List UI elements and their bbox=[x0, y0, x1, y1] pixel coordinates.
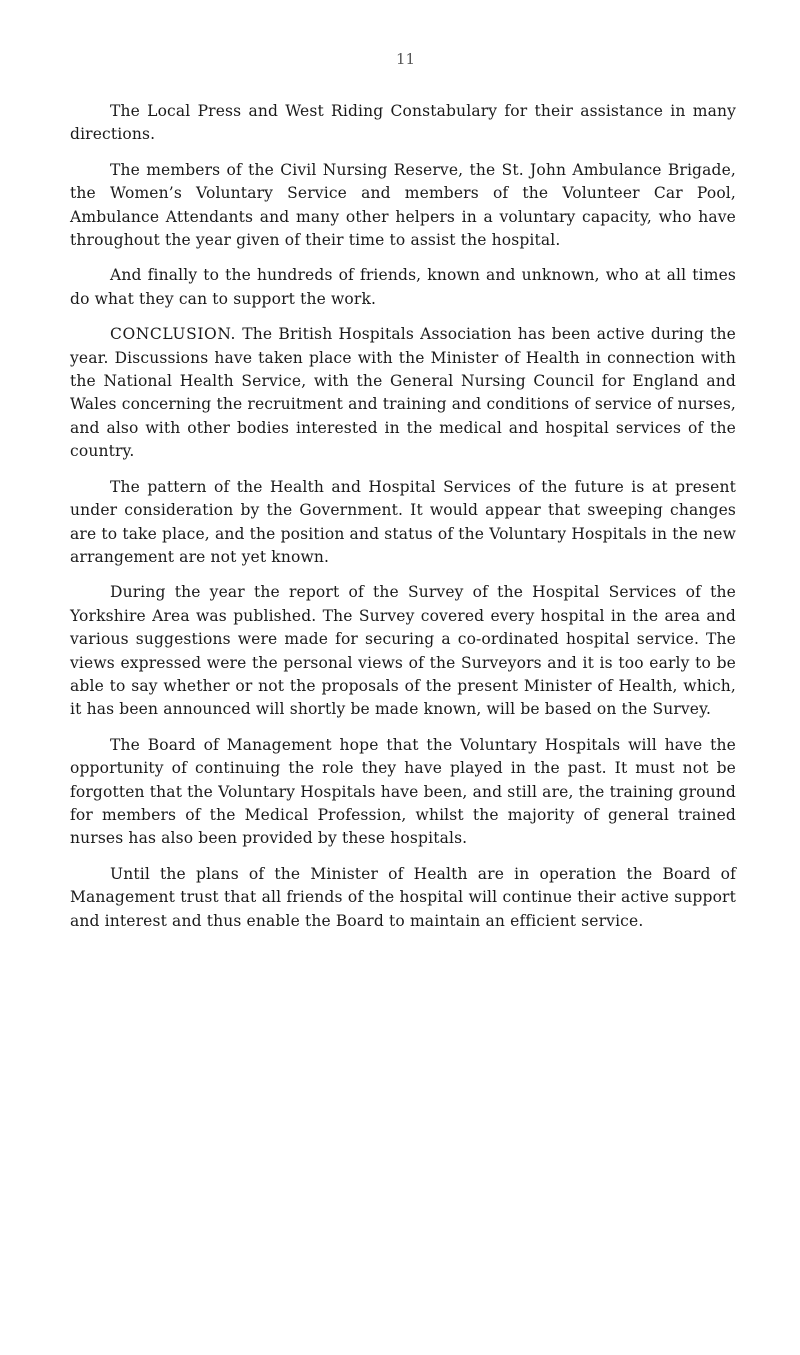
paragraph-board-hope bbox=[70, 734, 736, 851]
paragraph-acknowledgement-helpers bbox=[70, 159, 736, 253]
paragraph-conclusion bbox=[70, 323, 736, 463]
paragraph-acknowledgement-friends bbox=[70, 264, 736, 311]
paragraph-text: The members of the Civil Nursing Reserve, the St. John Ambulance Brigade, the Women’s Voluntary Service and members of the Volunteer Car Pool, Ambulance Attendants and many other helpers in a voluntary capacity, who have throughout the year given of their time to assist the hospital. bbox=[70, 160, 736, 250]
paragraph-future-services bbox=[70, 476, 736, 570]
paragraph-text: And finally to the hundreds of friends, known and unknown, who at all times do what they can to support the work. bbox=[70, 266, 736, 308]
paragraph-text: Until the plans of the Minister of Health are in operation the Board of Management trust that all friends of the hospital will continue their active support and interest and thus enable the Board to maintain an efficient service. bbox=[70, 864, 736, 930]
section-heading: CONCLUSION. bbox=[110, 325, 237, 344]
paragraph-acknowledgement-press bbox=[70, 100, 736, 147]
page-number: 11 bbox=[396, 50, 416, 68]
paragraph-closing bbox=[70, 863, 736, 933]
paragraph-text: The British Hospitals Association has been active during the year. Discussions have taken place with the Minister of Health in connection with the National Health Service, with the General Nursing Council for England and Wales concerning the recruitment and training and conditions of service of nurses, and also with other bodies interested in the medical and hospital services of the country. bbox=[70, 325, 736, 461]
paragraph-text: During the year the report of the Survey of the Hospital Services of the Yorkshire Area was published. The Survey covered every hospital in the area and various suggestions were made for securing a co-ordinated hospital service. The views expressed were the personal views of the Surveyors and it is too early to be able to say whether or not the proposals of the present Minister of Health, which, it has been announced will shortly be made known, will be based on the Survey. bbox=[70, 583, 736, 719]
paragraph-text: The Board of Management hope that the Voluntary Hospitals will have the opportunity of continuing the role they have played in the past. It must not be forgotten that the Voluntary Hospitals have been, and still are, the training ground for members of the Medical Profession, whilst the majority of general trained nurses has also been provided by these hospitals. bbox=[70, 735, 736, 848]
paragraph-text: The Local Press and West Riding Constabulary for their assistance in many directions. bbox=[70, 102, 736, 144]
paragraph-text: The pattern of the Health and Hospital Services of the future is at present under consideration by the Government. It would appear that sweeping changes are to take place, and the position and status of the Voluntary Hospitals in the new arrangement are not yet known. bbox=[70, 477, 736, 566]
document-body bbox=[70, 100, 736, 945]
paragraph-survey bbox=[70, 581, 736, 721]
